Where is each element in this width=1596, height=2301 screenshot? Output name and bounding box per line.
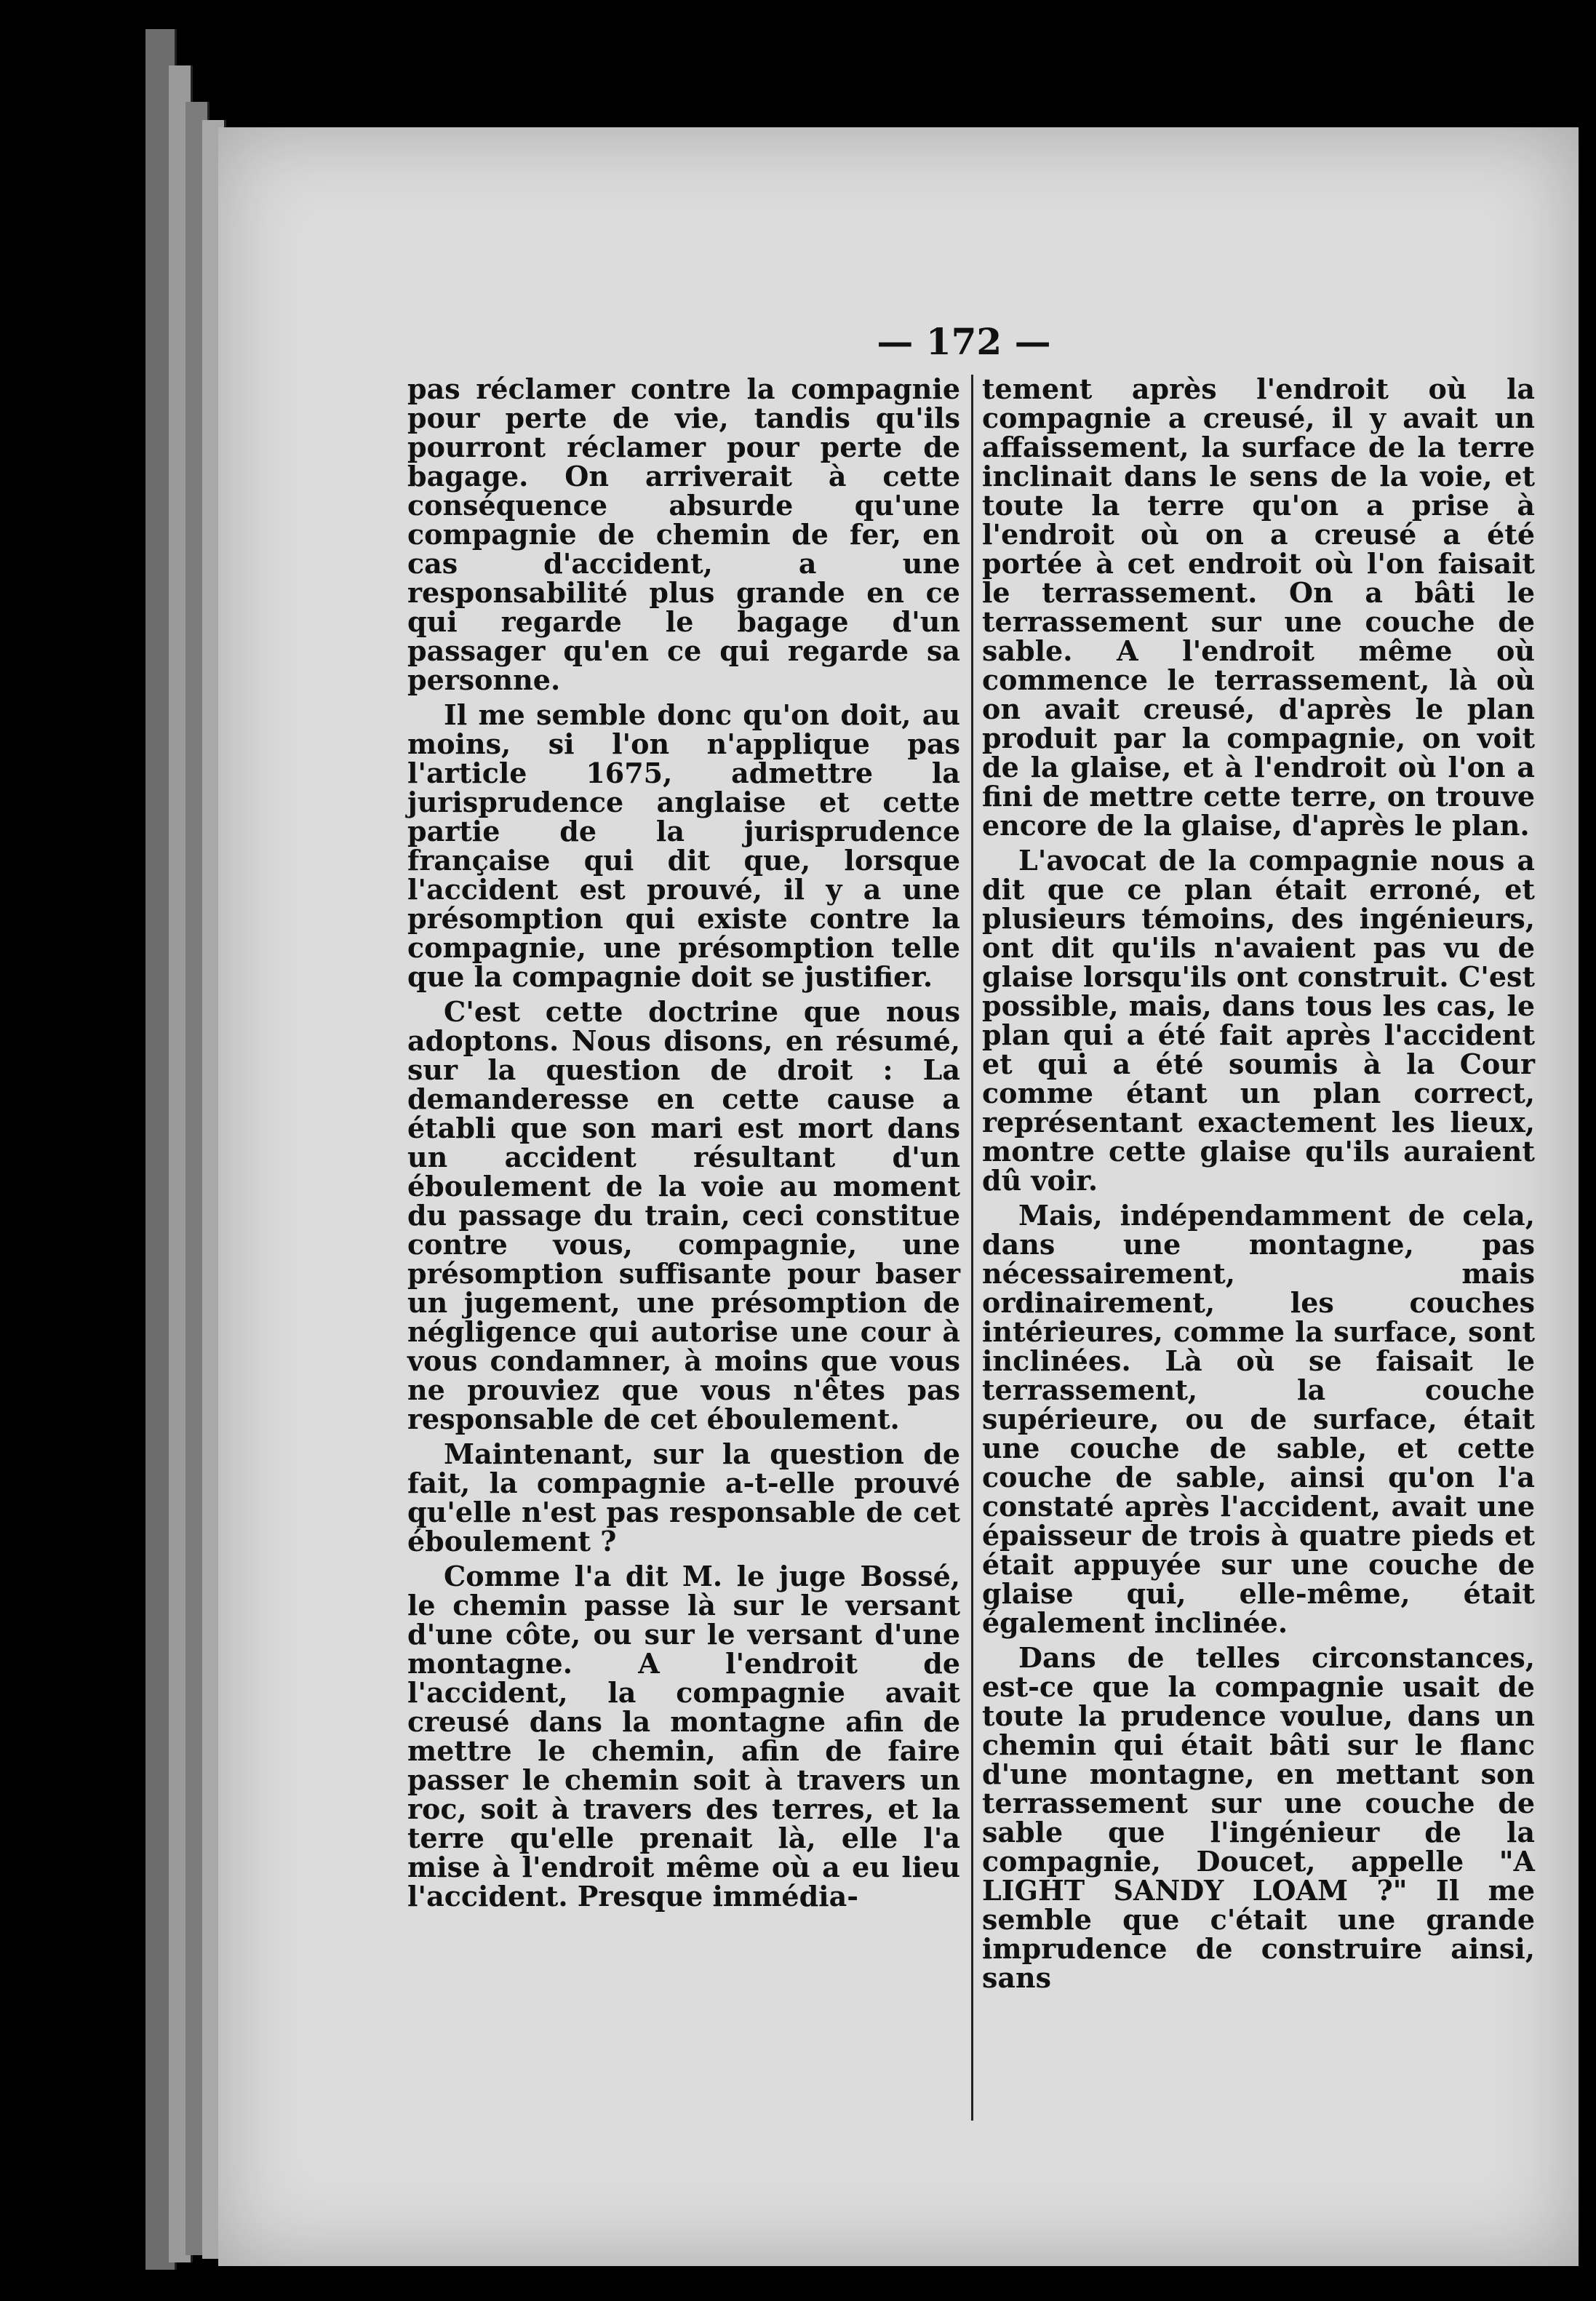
paragraph: Comme l'a dit M. le juge Bossé, le chemin passe là sur le versant d'une côte, ou sur le versant d'une montagne. A l'endroit de l'accident, la compagnie avait creusé dans la montagne afin de mettre le chemin, afin de faire passer le chemin soit à travers un roc, soit à travers des terres, et la terre qu'elle prenait là, elle l'a mise à l'endroit même où a eu lieu l'accident. Presque immédia- — [407, 1560, 960, 1913]
right-column — [982, 372, 1535, 1998]
paragraph: C'est cette doctrine que nous adoptons. Nous disons, en résumé, sur la question de droit : La demanderesse en cette cause a établi que son mari est mort dans un accident résultant d'un éboulement de la voie au moment du passage du train, ceci constitue contre vous, compagnie, une présomption suffisante pour baser un jugement, une présomption de négligence qui autorise une cour à vous condamner, à moins que vous ne prouviez que vous n'êtes pas responsable de cet éboulement. — [407, 995, 960, 1435]
document-page — [218, 127, 1579, 2266]
left-column — [407, 372, 960, 1917]
paragraph: Il me semble donc qu'on doit, au moins, si l'on n'applique pas l'article 1675, admettre la jurisprudence anglaise et cette partie de la jurisprudence française qui dit que, lorsque l'accident est prouvé, il y a une présomption qui existe contre la compagnie, une présomption telle que la compagnie doit se justifier. — [407, 698, 960, 993]
page-number: — 172 — — [877, 320, 1051, 363]
paragraph: Mais, indépendamment de cela, dans une montagne, pas nécessairement, mais ordinairement, les couches intérieures, comme la surface, sont inclinées. Là où se faisait le terrassement, la couche supérieure, ou de surface, était une couche de sable, et cette couche de sable, ainsi qu'on l'a constaté après l'accident, avait une épaisseur de trois à quatre pieds et était appuyée sur une couche de glaise qui, elle-même, était également inclinée. — [982, 1199, 1535, 1639]
paragraph: tement après l'endroit où la compagnie a creusé, il y avait un affaissement, la surface de la terre inclinait dans le sens de la voie, et toute la terre qu'on a prise à l'endroit où on a creusé a été portée à cet endroit où l'on faisait le terrassement. On a bâti le terrassement sur une couche de sable. A l'endroit même où commence le terrassement, là où on avait creusé, d'après le plan produit par la compagnie, on voit de la glaise, et à l'endroit où l'on a fini de mettre cette terre, on trouve encore de la glaise, d'après le plan. — [982, 372, 1535, 842]
paragraph: Maintenant, sur la question de fait, la compagnie a-t-elle prouvé qu'elle n'est pas responsable de cet éboulement ? — [407, 1437, 960, 1558]
paragraph: Dans de telles circonstances, est-ce que la compagnie usait de toute la prudence voulue, dans un chemin qui était bâti sur le flanc d'une montagne, en mettant son terrassement sur une couche de sable que l'ingénieur de la compagnie, Doucet, appelle "A LIGHT SANDY LOAM ?" Il me semble que c'était une grande imprudence de construire ainsi, sans — [982, 1641, 1535, 1994]
column-divider — [971, 375, 973, 2121]
paragraph: L'avocat de la compagnie nous a dit que ce plan était erroné, et plusieurs témoins, des ingénieurs, ont dit qu'ils n'avaient pas vu de glaise lorsqu'ils ont construit. C'est possible, mais, dans tous les cas, le plan qui a été fait après l'accident et qui a été soumis à la Cour comme étant un plan correct, représentant exactement les lieux, montre cette glaise qu'ils auraient dû voir. — [982, 844, 1535, 1197]
paragraph: pas réclamer contre la compagnie pour perte de vie, tandis qu'ils pourront réclamer pour perte de bagage. On arriverait à cette conséquence absurde qu'une compagnie de chemin de fer, en cas d'accident, a une responsabilité plus grande en ce qui regarde le bagage d'un passager qu'en ce qui regarde sa personne. — [407, 372, 960, 696]
